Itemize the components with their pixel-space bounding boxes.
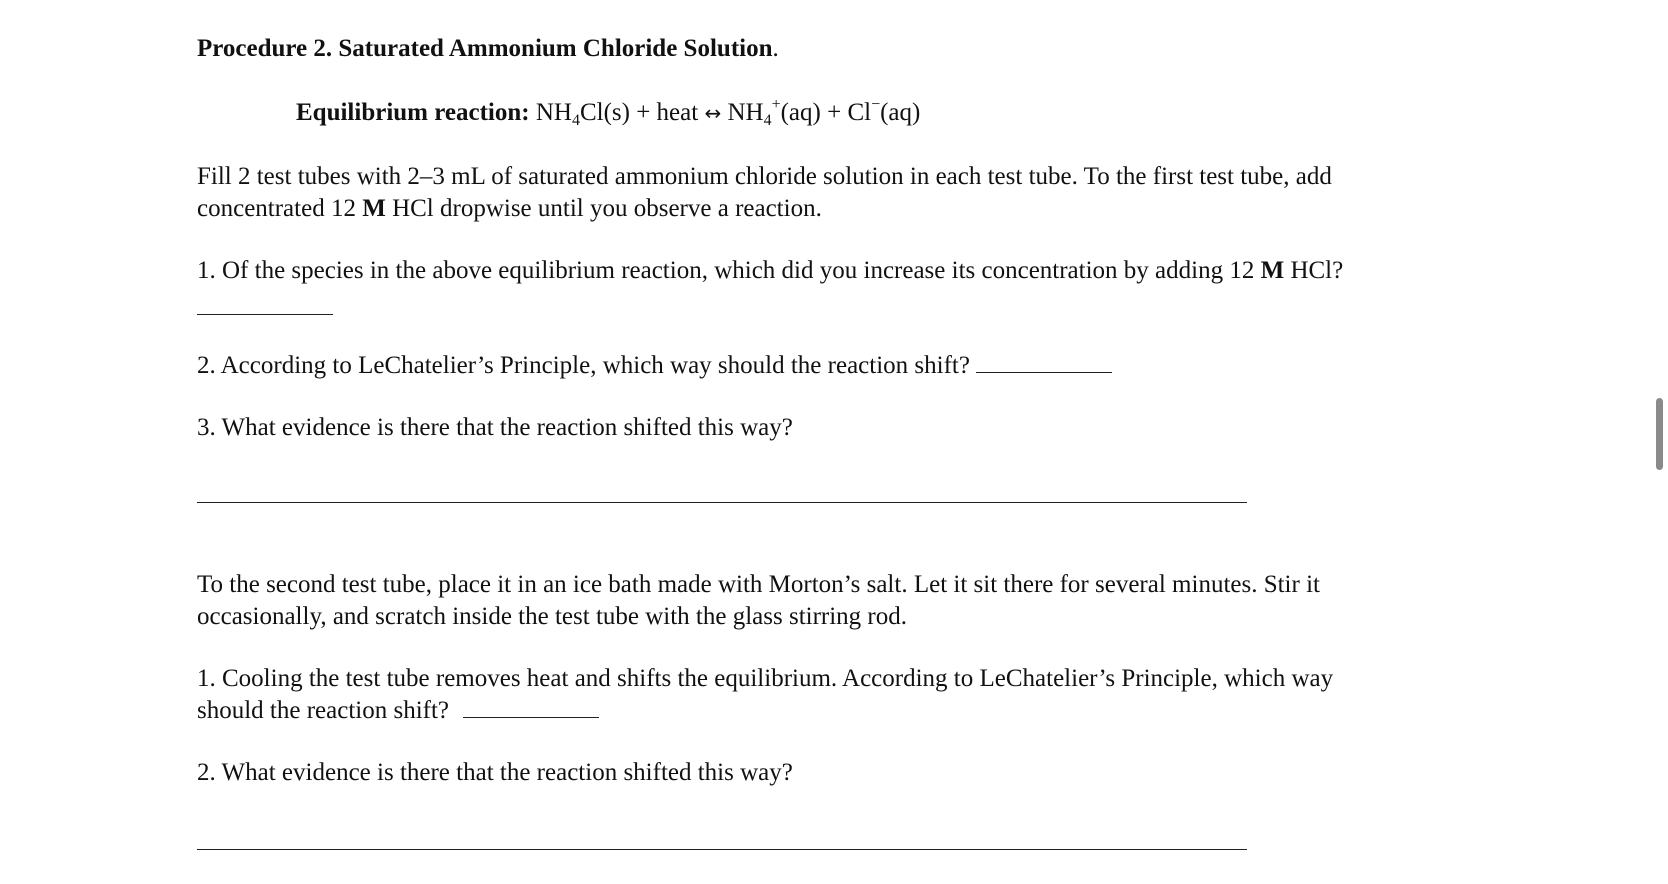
part1-intro-line1: Fill 2 test tubes with 2–3 mL of saturated ammonium chloride solution in each test tube. To the first test tube, add xyxy=(197,163,1332,190)
equilibrium-arrow-icon: ↔ xyxy=(704,101,722,125)
equation-label: Equilibrium reaction: xyxy=(296,99,530,126)
part2-question-1-line2: should the reaction shift? xyxy=(197,695,599,727)
part2-question-2: 2. What evidence is there that the reaction shifted this way? xyxy=(197,759,793,786)
answer-blank-q1[interactable] xyxy=(197,314,333,315)
equilibrium-equation: Equilibrium reaction: $NH_4Cl(s)$ + heat ↔ $NH_4^+(aq) + Cl^-(aq)$ xyxy=(296,96,921,129)
answer-line-q3[interactable] xyxy=(197,502,1247,503)
part1-question-3: 3. What evidence is there that the reaction shifted this way? xyxy=(197,414,793,441)
vertical-scrollbar[interactable] xyxy=(1656,398,1663,470)
part2-intro-line1: To the second test tube, place it in an ice bath made with Morton’s salt. Let it sit there for several minutes. Stir it xyxy=(197,571,1320,598)
answer-blank-q2[interactable] xyxy=(976,371,1112,373)
part1-question-1: 1. Of the species in the above equilibrium reaction, which did you increase its concentration by adding 12 M HCl? xyxy=(197,257,1344,284)
part2-intro-line2: occasionally, and scratch inside the test tube with the glass stirring rod. xyxy=(197,603,908,630)
answer-line-part2-q2[interactable] xyxy=(197,849,1247,850)
part1-question-2: 2. According to LeChatelier’s Principle, which way should the reaction shift? xyxy=(197,350,1112,382)
answer-blank-part2-q1[interactable] xyxy=(463,716,599,718)
part2-question-1-line1: 1. Cooling the test tube removes heat and shifts the equilibrium. According to LeChatelier’s Principle, which way xyxy=(197,665,1334,692)
part1-intro-line2: concentrated 12 M HCl dropwise until you observe a reaction. xyxy=(197,195,822,222)
procedure-title: Procedure 2. Saturated Ammonium Chloride Solution. xyxy=(197,35,779,62)
